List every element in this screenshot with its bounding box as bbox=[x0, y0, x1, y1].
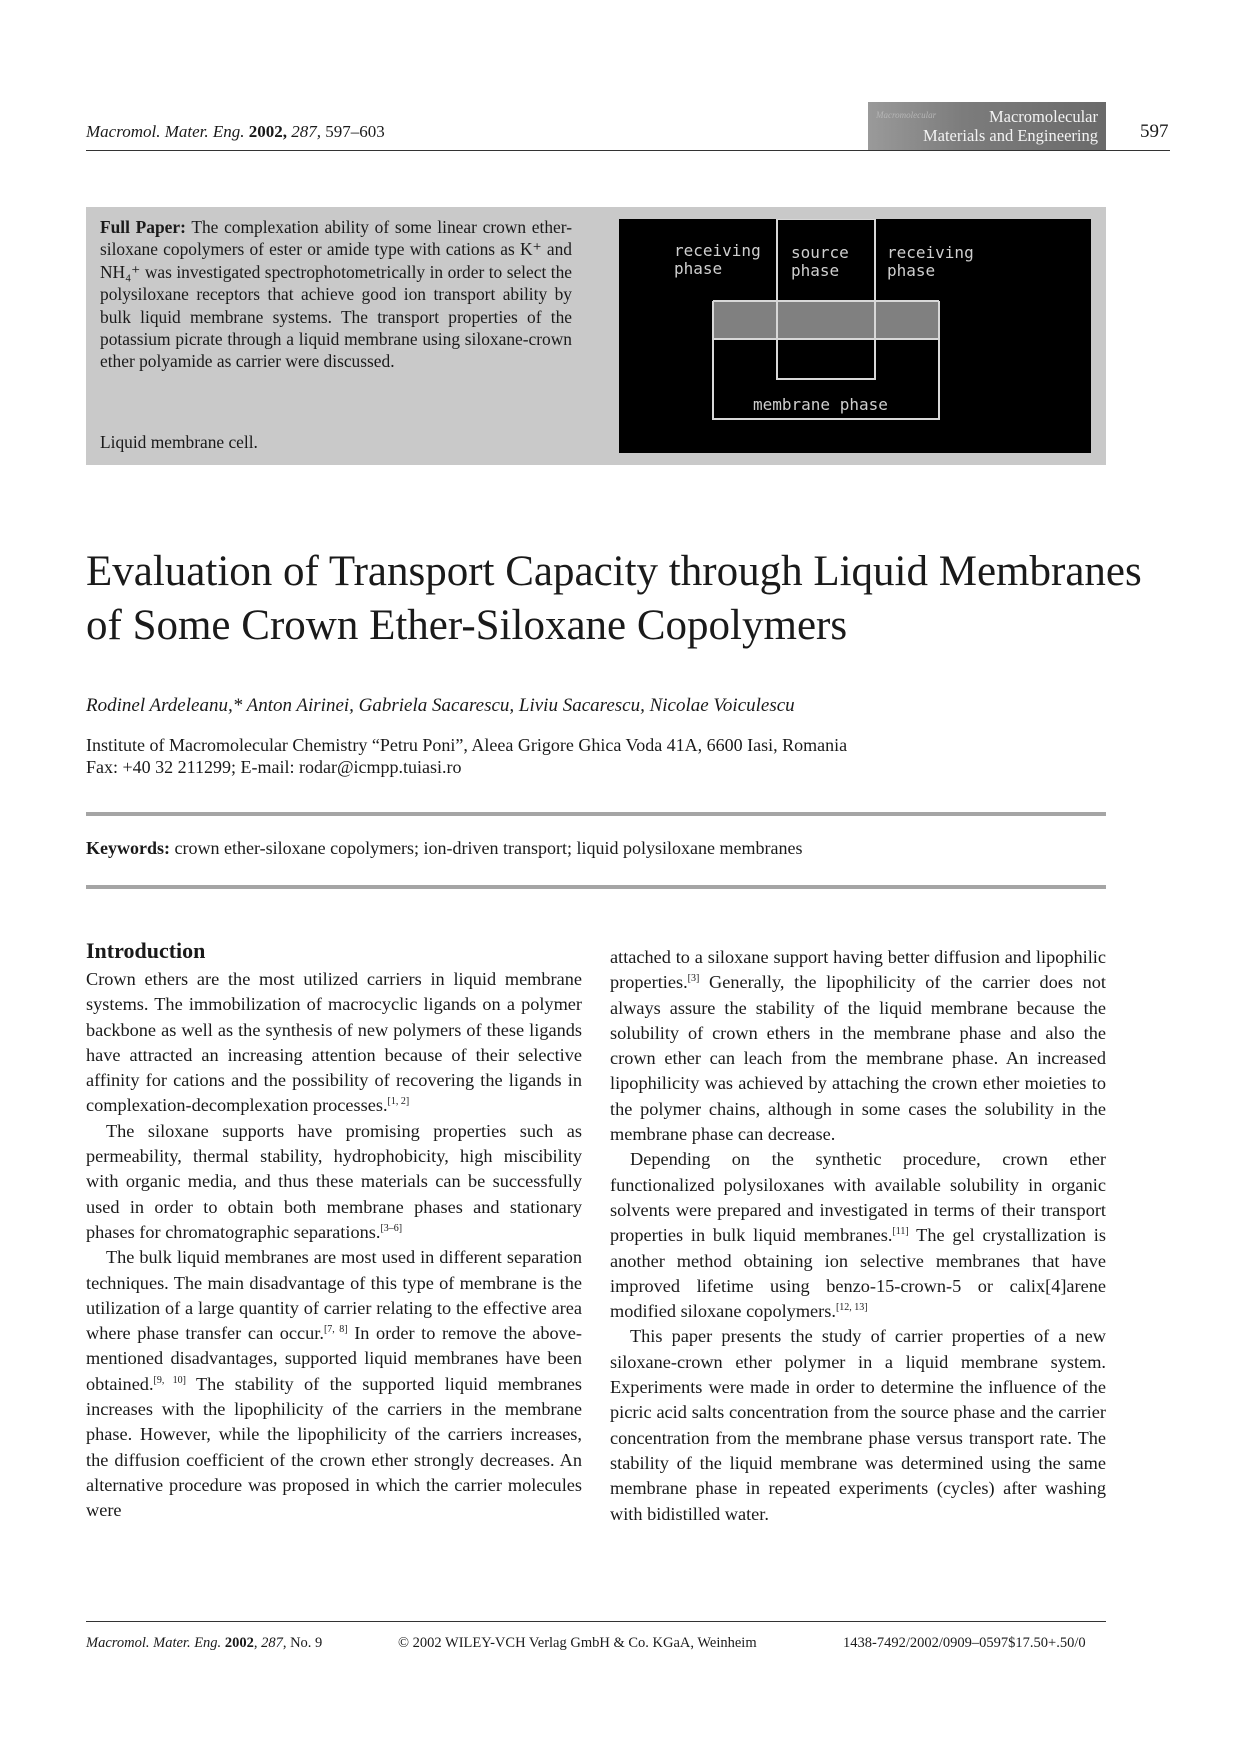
paragraph-3-continued: attached to a siloxane support having better diffusion and lipophilic properties.[3] Generally, the lipophilicity of the carrier does not always assure the stability of the liquid membrane because the solubility of crown ethers in the membrane phase and also the crown ether can leach from the membrane phase. An increased lipophilicity was achieved by attaching the crown ether moieties to the polymer chains, although in some cases the solubility in the membrane phase can decrease. bbox=[610, 947, 1106, 1145]
citation: [9, 10] bbox=[153, 1374, 186, 1386]
left-phase-label-1: receiving bbox=[674, 241, 761, 260]
section-rule-bottom bbox=[86, 885, 1106, 889]
paragraph-5: This paper presents the study of carrier properties of a new siloxane-crown ether polymer in a liquid membrane system. Experiments were made in order to determine the influence of the picric acid salts concentration from the source phase and the carrier concentration from the membrane phase versus transport rate. The stability of the liquid membrane was determined using the same membrane phase in repeated experiments (cycles) after washing with bidistilled water. bbox=[610, 1326, 1106, 1524]
liquid-membrane-cell-figure bbox=[619, 219, 1091, 453]
footer-rule bbox=[86, 1621, 1106, 1622]
center-phase-label-2: phase bbox=[791, 261, 840, 280]
affiliation-address: Institute of Macromolecular Chemistry “Petru Poni”, Aleea Grigore Ghica Voda 41A, 6600 Iasi, Romania bbox=[86, 735, 848, 755]
graphical-abstract-text bbox=[100, 216, 572, 373]
logo-watermark: Macromolecular bbox=[876, 110, 937, 120]
paragraph-4: Depending on the synthetic procedure, crown ether functionalized polysiloxanes with available solubility in organic solvents were prepared and investigated in terms of their transport properties in bulk liquid membranes.[11] The gel crystallization is another method obtaining ion selective membranes that have improved lifetime using benzo-15-crown-5 or calix[4]arene modified siloxane copolymers.[12, 13] bbox=[610, 1149, 1106, 1322]
affiliation bbox=[86, 734, 847, 778]
figure-caption: Liquid membrane cell. bbox=[100, 432, 258, 452]
body-column-left bbox=[86, 937, 582, 1524]
right-phase-label-1: receiving bbox=[887, 243, 974, 262]
page-number: 597 bbox=[1140, 121, 1169, 142]
article-title: Evaluation of Transport Capacity through Liquid Membranes of Some Crown Ether-Siloxane Copolymers bbox=[86, 548, 1142, 649]
logo-line-2: Materials and Engineering bbox=[922, 126, 1098, 145]
citation: [12, 13] bbox=[835, 1302, 868, 1314]
citation: [3–6] bbox=[380, 1222, 403, 1234]
author-list: Rodinel Ardeleanu,* Anton Airinei, Gabriela Sacarescu, Liviu Sacarescu, Nicolae Voiculescu bbox=[86, 695, 795, 716]
logo-line-1: Macromolecular bbox=[988, 107, 1098, 126]
section-heading-introduction: Introduction bbox=[86, 938, 206, 963]
right-receiving-fill bbox=[875, 301, 939, 339]
paragraph-3-text-left: The stability of the supported liquid membranes increases with the lipophilicity of the carriers in the membrane phase. However, while the lipophilicity of the carriers increases, the diffusion coefficient of the crown ether strongly decreases. An alternative procedure was proposed in which the carrier molecules were bbox=[86, 1373, 582, 1521]
paragraph-3: The bulk liquid membranes are most used in different separation techniques. The main disadvantage of this type of membrane is the utilization of a large quantity of carrier relating to the effective area where phase transfer can occur.[7, 8] In order to remove the above-mentioned disadvantages, supported liquid membranes have been obtained.[9, 10] The stability of the supported liquid membranes increases with the lipophilicity of the carriers in the membrane phase. However, while the lipophilicity of the carriers increases, the diffusion coefficient of the crown ether strongly decreases. An alternative procedure was proposed in which the carrier molecules were bbox=[86, 1247, 582, 1521]
section-rule-top bbox=[86, 812, 1106, 816]
source-fill bbox=[777, 301, 875, 339]
footer-code: 1438-7492/2002/0909–0597$17.50+.50/0 bbox=[843, 1635, 1086, 1651]
membrane-phase-label: membrane phase bbox=[753, 395, 888, 414]
paragraph-2: The siloxane supports have promising properties such as permeability, thermal stability, hydrophobicity, high miscibility with organic media, and thus these materials can be successfully used in order to obtain both membrane phases and stationary phases for chromatographic separations.[3–6] bbox=[86, 1120, 582, 1242]
footer-citation: Macromol. Mater. Eng. 2002, 287, No. 9 bbox=[86, 1635, 323, 1651]
keywords bbox=[86, 838, 802, 859]
abstract-body: The complexation ability of some linear crown ether-siloxane copolymers of ester or amide type with cations as K⁺ and NH₄⁺ was investigated spectrophotometrically in order to select the polysiloxane receptors that achieve good ion transport ability by bulk liquid membrane systems. The transport properties of the potassium picrate through a liquid membrane using siloxane-crown ether polyamide as carrier were discussed. bbox=[100, 217, 572, 372]
paragraph-3-text-right: attached to a siloxane support having better diffusion and lipophilic properties. bbox=[610, 947, 1106, 993]
keywords-text: crown ether-siloxane copolymers; ion-driven transport; liquid polysiloxane membranes bbox=[170, 838, 803, 858]
paragraph-1: Crown ethers are the most utilized carriers in liquid membrane systems. The immobilization of macrocyclic ligands on a polymer backbone as well as the synthesis of new polymers of these ligands have attracted an increasing attention because of their selective affinity for cations and the possibility of recovering the ligands in complexation-decomplexation processes.[1, 2] bbox=[86, 969, 582, 1116]
running-header-journal: Macromol. Mater. Eng. 2002, 287, 597–603 bbox=[86, 122, 385, 141]
full-paper-label: Full Paper: bbox=[100, 217, 186, 237]
header-rule bbox=[86, 150, 1170, 151]
citation: [11] bbox=[892, 1226, 909, 1238]
body-column-right bbox=[610, 945, 1106, 1527]
footer-copyright: © 2002 WILEY-VCH Verlag GmbH & Co. KGaA, Weinheim bbox=[398, 1635, 757, 1651]
left-phase-label-2: phase bbox=[674, 259, 723, 278]
citation: [1, 2] bbox=[387, 1096, 410, 1108]
keywords-label: Keywords: bbox=[86, 838, 170, 858]
journal-logo bbox=[868, 102, 1106, 150]
right-phase-label-2: phase bbox=[887, 261, 936, 280]
citation: [7, 8] bbox=[323, 1324, 348, 1336]
affiliation-contact: Fax: +40 32 211299; E-mail: rodar@icmpp.tuiasi.ro bbox=[86, 757, 462, 777]
left-receiving-fill bbox=[713, 301, 777, 339]
center-phase-label-1: source bbox=[791, 243, 849, 262]
citation: [3] bbox=[687, 973, 700, 985]
